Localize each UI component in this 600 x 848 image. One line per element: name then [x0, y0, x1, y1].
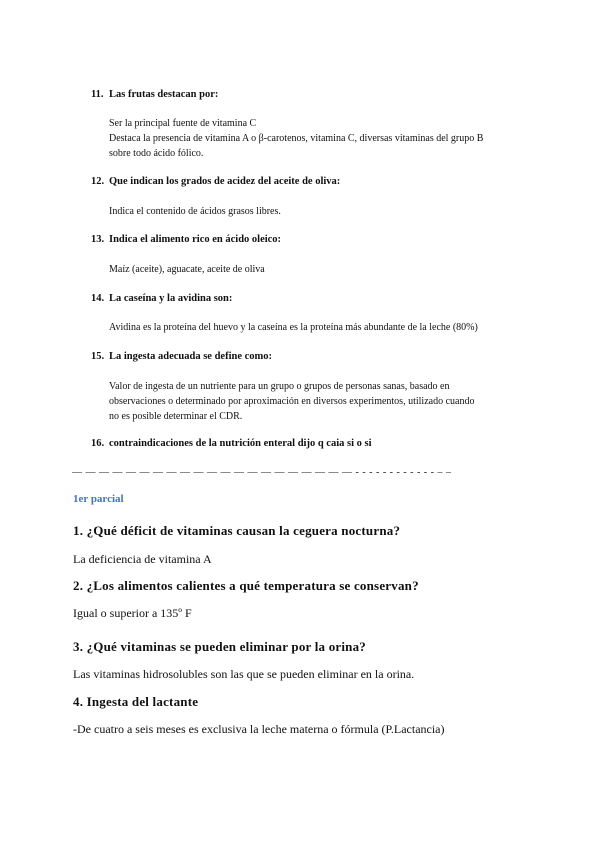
question-16: 16. contraindicaciones de la nutrición enteral dijo q caia si o si: [91, 438, 372, 449]
answer-11-line-2: Destaca la presencia de vitamina A o β-carotenos, vitamina C, diversas vitaminas del grupo B: [109, 133, 484, 144]
question-13: 13. Indica el alimento rico en ácido oleico:: [91, 234, 282, 245]
question-11: 11. Las frutas destacan por:: [91, 89, 219, 100]
answer-15-line-3: no es posible determinar el CDR.: [109, 411, 243, 422]
part2-question-1: 1. ¿Qué déficit de vitaminas causan la ceguera nocturna?: [73, 523, 401, 538]
question-15: 15. La ingesta adecuada se define como:: [91, 351, 273, 362]
part2-answer-2: Igual o superior a 135º F: [73, 606, 192, 620]
answer-11-line-1: Ser la principal fuente de vitamina C: [109, 118, 257, 129]
question-text: contraindicaciones de la nutrición enteral dijo q caia si o si: [109, 438, 372, 449]
answer-13-line-1: Maíz (aceite), aguacate, aceite de oliva: [109, 264, 265, 275]
question-text: Las frutas destacan por:: [109, 89, 219, 100]
question-text: Indica el alimento rico en ácido oleico:: [109, 234, 282, 245]
part2-answer-4: -De cuatro a seis meses es exclusiva la leche materna o fórmula (P.Lactancia): [73, 722, 445, 736]
question-text: Que indican los grados de acidez del aceite de oliva:: [109, 176, 341, 187]
part2-answer-1: La deficiencia de vitamina A: [73, 552, 212, 566]
answer-14-line-1: Avidina es la proteína del huevo y la caseína es la proteína más abundante de la leche (80%): [109, 322, 478, 333]
question-text: La caseína y la avidina son:: [109, 293, 233, 304]
answer-15-line-1: Valor de ingesta de un nutriente para un grupo o grupos de personas sanas, basado en: [109, 381, 450, 392]
separator-line: — — — — — — — — — — — — — — — — — — — — — - - - - - - - - - - - - – –: [72, 467, 452, 478]
question-text: La ingesta adecuada se define como:: [109, 351, 273, 362]
part2-answer-3: Las vitaminas hidrosolubles son las que se pueden eliminar en la orina.: [73, 667, 415, 681]
part2-question-2: 2. ¿Los alimentos calientes a qué temperatura se conservan?: [73, 578, 419, 593]
answer-11-line-3: sobre todo ácido fólico.: [109, 148, 204, 159]
section-title: 1er parcial: [73, 493, 124, 505]
question-12: 12. Que indican los grados de acidez del aceite de oliva:: [91, 176, 341, 187]
question-14: 14. La caseína y la avidina son:: [91, 293, 233, 304]
answer-15-line-2: observaciones o determinado por aproximación en diversos experimentos, utilizado cuando: [109, 396, 475, 407]
part2-question-3: 3. ¿Qué vitaminas se pueden eliminar por la orina?: [73, 639, 367, 654]
part2-question-4: 4. Ingesta del lactante: [73, 694, 199, 709]
answer-12-line-1: Indica el contenido de ácidos grasos libres.: [109, 206, 281, 217]
